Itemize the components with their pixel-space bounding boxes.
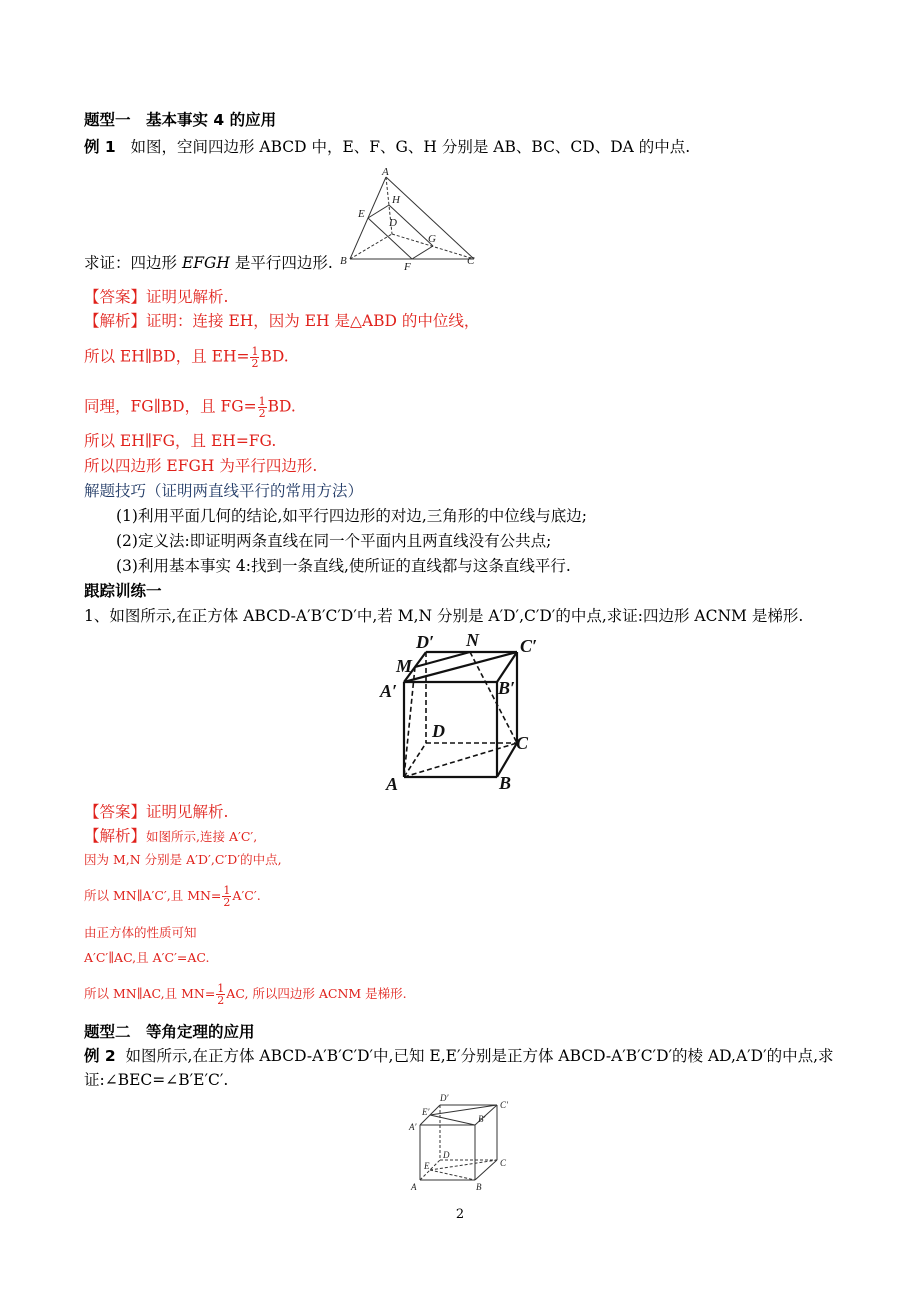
fig2-label-m: M xyxy=(396,656,413,676)
fig1-label-h: H xyxy=(392,194,400,206)
line-3-tail: BD. xyxy=(267,397,296,416)
example-2-line-2: 证:∠BEC=∠B′E′C′. xyxy=(84,1071,229,1089)
fig2-label-b: B xyxy=(499,773,512,793)
fig1-label-g: G xyxy=(428,233,436,245)
fig2-label-c: C xyxy=(516,733,529,753)
answer-text: 证明见解析. xyxy=(146,288,229,306)
solution-line-3-tail: A′C′. xyxy=(232,888,261,903)
tip-item-1: (1)利用平面几何的结论,如平行四边形的对边,三角形的中位线与底边; xyxy=(116,507,588,525)
fig3-label-a: A xyxy=(411,1182,417,1192)
fig1-label-e: E xyxy=(358,208,365,220)
solution-line-3-text: 所以 MN∥A′C′,且 MN= xyxy=(84,888,222,903)
tip-item-2: (2)定义法:即证明两条直线在同一个平面内且两直线没有公共点; xyxy=(116,532,552,550)
fig3-label-e-prime: E′ xyxy=(422,1107,430,1117)
solution-line-1: 如图所示,连接 A′C′, xyxy=(146,829,258,844)
fig3-label-b-prime: B′ xyxy=(478,1114,486,1124)
analysis-tag: 【解析】 xyxy=(84,827,147,845)
example-2-text: 如图所示,在正方体 ABCD-A′B′C′D′中,已知 E,E′分别是正方体 ABCD-A′B′C′D′的棱 AD,A′D′的中点,求 xyxy=(125,1047,834,1065)
prove-prefix: 求证：四边形 xyxy=(84,254,182,272)
fraction-den: 2 xyxy=(251,357,259,370)
example-1-line-4: 所以 EH∥FG，且 EH=FG. xyxy=(84,432,277,450)
answer-text: 证明见解析. xyxy=(146,803,229,821)
prove-var: EFGH xyxy=(181,254,230,272)
fig2-label-n: N xyxy=(466,630,479,650)
line-3-text: 同理，FG∥BD，且 FG= xyxy=(84,397,257,416)
solution-line-6-text: 所以 MN∥AC,且 MN= xyxy=(84,986,216,1001)
fig3-label-a-prime: A′ xyxy=(409,1122,417,1132)
fig3-label-c: C xyxy=(500,1158,507,1168)
fig1-label-c: C xyxy=(467,255,475,267)
example-1-label: 例 1 xyxy=(84,138,116,156)
analysis-tag: 【解析】 xyxy=(84,312,147,330)
fig3-label-d: D xyxy=(443,1150,450,1160)
fraction-den: 2 xyxy=(223,896,231,909)
fig2-label-d: D xyxy=(432,721,445,741)
fig2-label-a: A xyxy=(386,774,399,794)
section-title-1: 题型一 基本事实 4 的应用 xyxy=(84,111,277,129)
fraction-den: 2 xyxy=(258,407,266,420)
practice-title: 跟踪训练一 xyxy=(84,582,162,600)
page-number: 2 xyxy=(455,1207,465,1222)
fraction-num: 1 xyxy=(258,395,266,408)
tips-title: 解题技巧（证明两直线平行的常用方法） xyxy=(84,482,364,500)
fig2-label-b-prime: B′ xyxy=(498,678,516,698)
tip-item-3: (3)利用基本事实 4:找到一条直线,使所证的直线都与这条直线平行. xyxy=(116,557,571,575)
example-1-text: 如图，空间四边形 ABCD 中，E、F、G、H 分别是 AB、BC、CD、DA 的中点. xyxy=(130,138,691,156)
answer-tag: 【答案】 xyxy=(84,803,147,821)
line-2-text: 所以 EH∥BD，且 EH= xyxy=(84,347,250,366)
example-2-label: 例 2 xyxy=(84,1047,116,1065)
solution-line-4: 由正方体的性质可知 xyxy=(84,925,197,940)
example-1-line-5: 所以四边形 EFGH 为平行四边形. xyxy=(84,457,318,475)
analysis-line-1: 证明：连接 EH，因为 EH 是△ABD 的中位线， xyxy=(146,312,480,330)
practice-question: 1、如图所示,在正方体 ABCD-A′B′C′D′中,若 M,N 分别是 A′D′,C′D′的中点,求证:四边形 ACNM 是梯形. xyxy=(84,607,804,625)
fig3-label-d-prime: D′ xyxy=(440,1093,449,1103)
fig2-label-a-prime: A′ xyxy=(380,681,398,701)
fraction-num: 1 xyxy=(251,345,259,358)
answer-tag: 【答案】 xyxy=(84,288,147,306)
fraction-den: 2 xyxy=(217,994,225,1007)
fig1-label-d: D xyxy=(389,217,397,229)
fraction-num: 1 xyxy=(217,982,225,995)
fig3-label-c-prime: C′ xyxy=(500,1100,508,1110)
line-2-tail: BD. xyxy=(260,347,289,366)
section-title-2: 题型二 等角定理的应用 xyxy=(84,1023,255,1041)
fraction-num: 1 xyxy=(223,884,231,897)
fig2-label-d-prime: D′ xyxy=(416,632,435,652)
solution-line-2: 因为 M,N 分别是 A′D′,C′D′的中点, xyxy=(84,852,282,867)
fig3-label-e: E xyxy=(424,1161,430,1171)
fig3-label-b: B xyxy=(476,1182,482,1192)
fig1-label-f: F xyxy=(404,261,411,273)
fig1-label-b: B xyxy=(340,255,347,267)
fig1-label-a: A xyxy=(382,166,389,178)
fig2-label-c-prime: C′ xyxy=(520,636,538,656)
prove-suffix: 是平行四边形. xyxy=(229,254,333,272)
solution-line-5: A′C′∥AC,且 A′C′=AC. xyxy=(84,950,210,965)
solution-line-6-tail: AC, 所以四边形 ACNM 是梯形. xyxy=(226,986,407,1001)
